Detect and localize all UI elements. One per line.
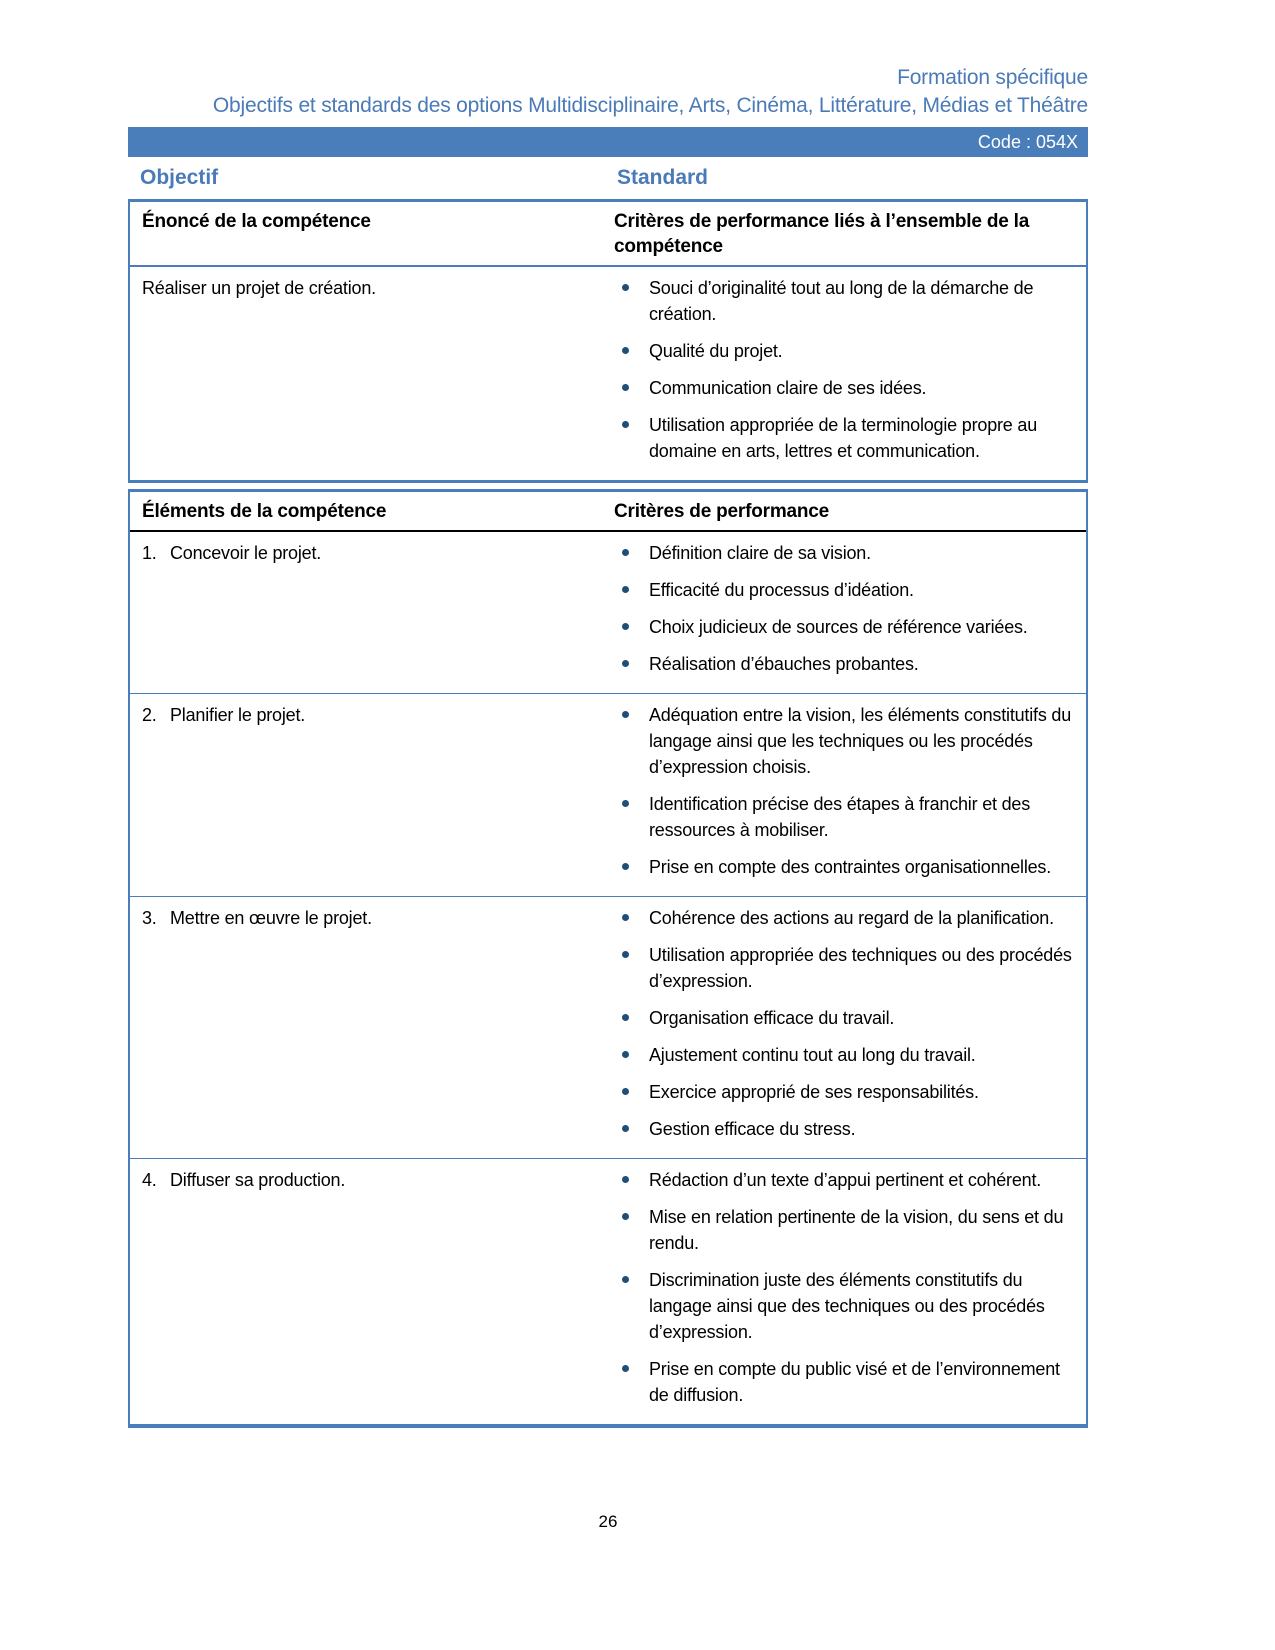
criterion-text: Qualité du projet. xyxy=(649,341,783,361)
criterion-text: Adéquation entre la vision, les éléments constitutifs du langage ainsi que les techniques ou les procédés d’expression choisis. xyxy=(649,705,1072,777)
criterion-text: Définition claire de sa vision. xyxy=(649,543,871,563)
code-bar xyxy=(128,127,1088,157)
criterion-text: Cohérence des actions au regard de la planification. xyxy=(649,908,1054,928)
element-statement xyxy=(130,694,614,896)
table1-right-header: Critères de performance liés à l’ensemble de la compétence xyxy=(614,211,1030,257)
criterion-text: Gestion efficace du stress. xyxy=(649,1119,856,1139)
table-row xyxy=(130,267,1086,480)
criteria-list xyxy=(614,897,1086,1158)
bullet-icon xyxy=(622,549,629,556)
list-item xyxy=(614,1079,1072,1105)
criterion-text: Souci d’originalité tout au long de la démarche de création. xyxy=(649,278,1034,324)
criterion-text: Prise en compte du public visé et de l’environnement de diffusion. xyxy=(649,1359,1060,1405)
criteria-list xyxy=(614,532,1086,693)
criterion-text: Discrimination juste des éléments constitutifs du langage ainsi que des techniques ou des procédés d’expression. xyxy=(649,1270,1045,1342)
bullet-icon xyxy=(622,1365,629,1372)
bullet-icon xyxy=(622,1213,629,1220)
list-item xyxy=(614,702,1072,780)
bullet-icon xyxy=(622,347,629,354)
list-item xyxy=(614,1042,1072,1068)
table-row xyxy=(130,693,1086,896)
table1-left-header: Énoncé de la compétence xyxy=(142,211,371,232)
bullet-icon xyxy=(622,1276,629,1283)
table-enonce-competence xyxy=(128,199,1088,483)
table2-left-header: Éléments de la compétence xyxy=(142,501,387,522)
document-header xyxy=(128,0,1088,120)
table-row xyxy=(130,532,1086,693)
list-item xyxy=(614,1356,1072,1408)
column-header-objectif: Objectif xyxy=(140,166,219,189)
list-item xyxy=(614,1204,1072,1256)
bullet-icon xyxy=(622,711,629,718)
element-text: Planifier le projet. xyxy=(170,705,306,725)
criterion-text: Efficacité du processus d’idéation. xyxy=(649,580,914,600)
bullet-icon xyxy=(622,800,629,807)
criterion-text: Réalisation d’ébauches probantes. xyxy=(649,654,919,674)
criterion-text: Choix judicieux de sources de référence variées. xyxy=(649,617,1028,637)
element-text: Diffuser sa production. xyxy=(170,1170,346,1190)
column-headers xyxy=(128,162,1088,195)
list-item xyxy=(614,540,1072,566)
list-item xyxy=(614,412,1072,464)
list-item xyxy=(614,854,1072,880)
bullet-icon xyxy=(622,660,629,667)
element-text: Concevoir le projet. xyxy=(170,543,322,563)
element-statement xyxy=(130,532,614,693)
list-item xyxy=(614,651,1072,677)
element-text: Mettre en œuvre le projet. xyxy=(170,908,372,928)
bullet-icon xyxy=(622,1051,629,1058)
criterion-text: Utilisation appropriée de la terminologie propre au domaine en arts, lettres et communication. xyxy=(649,415,1038,461)
bullet-icon xyxy=(622,421,629,428)
element-number: 4. xyxy=(142,1170,157,1190)
table1-header-row xyxy=(130,202,1086,267)
bullet-icon xyxy=(622,284,629,291)
criterion-text: Communication claire de ses idées. xyxy=(649,378,927,398)
bullet-icon xyxy=(622,1125,629,1132)
element-statement xyxy=(130,897,614,1158)
criterion-text: Exercice approprié de ses responsabilités. xyxy=(649,1082,979,1102)
criterion-text: Ajustement continu tout au long du travail. xyxy=(649,1045,976,1065)
criteria-list xyxy=(614,694,1086,896)
element-number: 3. xyxy=(142,908,157,928)
list-item xyxy=(614,614,1072,640)
list-item xyxy=(614,942,1072,994)
page-number: 26 xyxy=(598,1512,618,1531)
list-item xyxy=(614,1116,1072,1142)
column-header-standard: Standard xyxy=(617,166,709,189)
table2-right-header: Critères de performance xyxy=(614,501,830,522)
criteria-list xyxy=(614,267,1086,480)
competence-statement: Réaliser un projet de création. xyxy=(142,278,376,298)
table-row xyxy=(130,1158,1086,1424)
list-item xyxy=(614,275,1072,327)
list-item xyxy=(614,905,1072,931)
bullet-icon xyxy=(622,863,629,870)
list-item xyxy=(614,375,1072,401)
criterion-text: Organisation efficace du travail. xyxy=(649,1008,895,1028)
bullet-icon xyxy=(622,384,629,391)
list-item xyxy=(614,791,1072,843)
list-item xyxy=(614,577,1072,603)
criterion-text: Rédaction d’un texte d’appui pertinent et cohérent. xyxy=(649,1170,1042,1190)
element-number: 1. xyxy=(142,543,157,563)
bullet-icon xyxy=(622,586,629,593)
bullet-icon xyxy=(622,1176,629,1183)
list-item xyxy=(614,338,1072,364)
criterion-text: Prise en compte des contraintes organisationnelles. xyxy=(649,857,1052,877)
code-label: Code : 054X xyxy=(977,132,1078,152)
header-title-line1: Formation spécifique xyxy=(897,66,1088,89)
criterion-text: Mise en relation pertinente de la vision, du sens et du rendu. xyxy=(649,1207,1064,1253)
criterion-text: Identification précise des étapes à franchir et des ressources à mobiliser. xyxy=(649,794,1031,840)
bullet-icon xyxy=(622,623,629,630)
bullet-icon xyxy=(622,1014,629,1021)
bullet-icon xyxy=(622,951,629,958)
table2-header-row xyxy=(130,492,1086,532)
list-item xyxy=(614,1267,1072,1345)
element-statement xyxy=(130,1159,614,1424)
list-item xyxy=(614,1167,1072,1193)
list-item xyxy=(614,1005,1072,1031)
header-title-line2: Objectifs et standards des options Multidisciplinaire, Arts, Cinéma, Littérature, Médias et Théâtre xyxy=(212,94,1088,117)
table-row xyxy=(130,896,1086,1158)
element-number: 2. xyxy=(142,705,157,725)
bullet-icon xyxy=(622,1088,629,1095)
bullet-icon xyxy=(622,914,629,921)
criteria-list xyxy=(614,1159,1086,1424)
table-elements-competence xyxy=(128,489,1088,1428)
criterion-text: Utilisation appropriée des techniques ou des procédés d’expression. xyxy=(649,945,1072,991)
